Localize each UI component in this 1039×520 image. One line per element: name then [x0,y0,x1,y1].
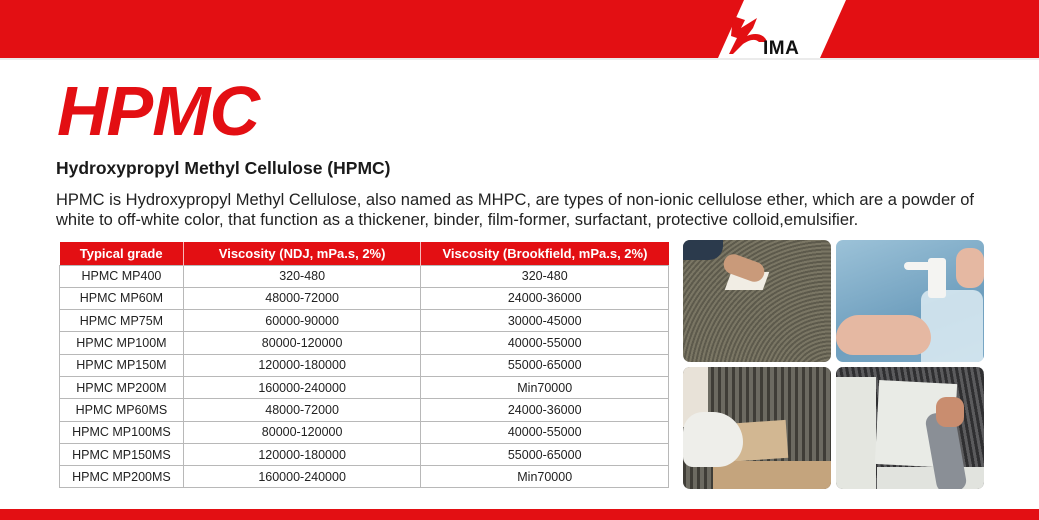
brookfield-cell: 55000-65000 [421,443,669,465]
brookfield-cell: 40000-55000 [421,332,669,354]
ndj-cell: 60000-90000 [183,310,421,332]
application-photo-grid [683,240,985,490]
grade-cell: HPMC MP60M [60,287,184,309]
ndj-cell: 120000-180000 [183,443,421,465]
brookfield-cell: 24000-36000 [421,399,669,421]
column-header-grade: Typical grade [60,242,184,265]
product-description: HPMC is Hydroxypropyl Methyl Cellulose, also named as MHPC, are types of non-ionic cellulose ether, which are a powder of white to off-white color, that function as a thickener, binder, film-former, surfactant, protective colloid,emulsifier. [56,191,974,229]
ndj-cell: 160000-240000 [183,466,421,488]
table-row [60,332,669,354]
table-row [60,376,669,398]
column-header-ndj: Viscosity (NDJ, mPa.s, 2%) [183,242,421,265]
ndj-cell: 160000-240000 [183,376,421,398]
bottom-banner [0,509,1039,520]
top-banner [0,0,1039,58]
ndj-cell: 120000-180000 [183,354,421,376]
brookfield-cell: Min70000 [421,466,669,488]
viscosity-table [59,242,669,488]
ndj-cell: 48000-72000 [183,399,421,421]
photo-brick-laying [683,367,831,489]
brookfield-cell: 30000-45000 [421,310,669,332]
grade-cell: HPMC MP75M [60,310,184,332]
brookfield-cell: Min70000 [421,376,669,398]
brookfield-cell: 55000-65000 [421,354,669,376]
grade-cell: HPMC MP100MS [60,421,184,443]
photo-hand-sanitizer [836,240,984,362]
brookfield-cell: 320-480 [421,265,669,287]
grade-cell: HPMC MP150MS [60,443,184,465]
grade-cell: HPMC MP100M [60,332,184,354]
table-row [60,466,669,488]
page-title: HPMC [57,72,260,150]
brookfield-cell: 24000-36000 [421,287,669,309]
table-header-row [60,242,669,265]
logo-text: IMA [763,38,800,59]
brookfield-cell: 40000-55000 [421,421,669,443]
ndj-cell: 80000-120000 [183,421,421,443]
ndj-cell: 320-480 [183,265,421,287]
grade-cell: HPMC MP60MS [60,399,184,421]
table-row [60,265,669,287]
photo-floor-tile-adhesive [683,240,831,362]
grade-cell: HPMC MP400 [60,265,184,287]
page-subtitle: Hydroxypropyl Methyl Cellulose (HPMC) [56,158,391,178]
table-row [60,399,669,421]
table-row [60,354,669,376]
table-row [60,310,669,332]
table-row [60,421,669,443]
ndj-cell: 48000-72000 [183,287,421,309]
grade-cell: HPMC MP200MS [60,466,184,488]
grade-cell: HPMC MP200M [60,376,184,398]
brand-logo[interactable] [727,12,827,58]
table-row [60,443,669,465]
ndj-cell: 80000-120000 [183,332,421,354]
column-header-brookfield: Viscosity (Brookfield, mPa.s, 2%) [421,242,669,265]
table-row [60,287,669,309]
grade-cell: HPMC MP150M [60,354,184,376]
photo-wall-tiling [836,367,984,489]
